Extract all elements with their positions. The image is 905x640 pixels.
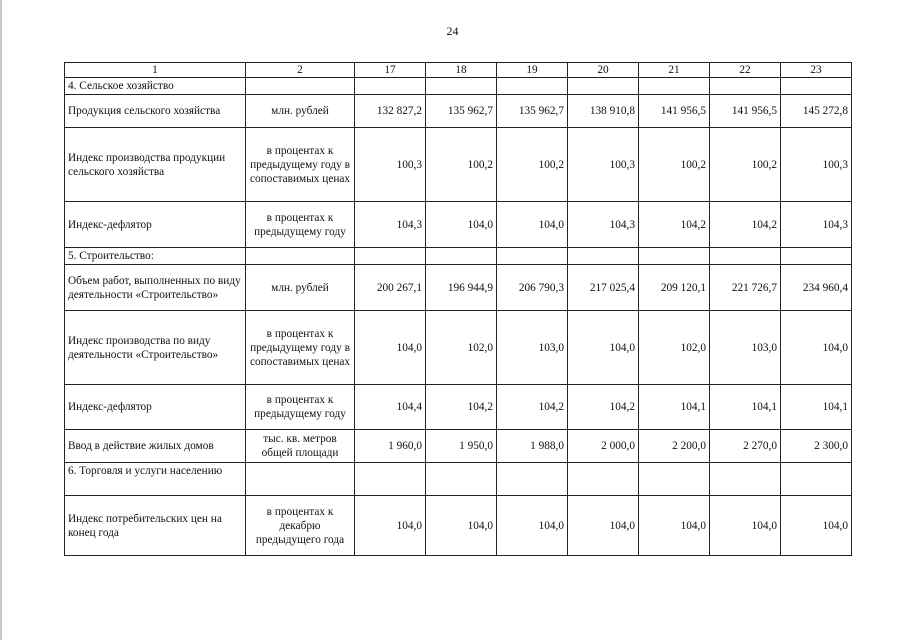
value-cell: 104,0 xyxy=(355,496,426,556)
unit-cell xyxy=(246,463,355,496)
value-cell xyxy=(710,248,781,265)
indicator-name: Объем работ, выполненных по виду деятельности «Строительство» xyxy=(65,265,246,311)
value-cell: 104,0 xyxy=(497,202,568,248)
value-cell xyxy=(781,248,852,265)
column-header: 17 xyxy=(355,63,426,78)
value-cell: 104,3 xyxy=(355,202,426,248)
value-cell: 141 956,5 xyxy=(639,95,710,128)
value-cell: 138 910,8 xyxy=(568,95,639,128)
value-cell xyxy=(355,463,426,496)
value-cell: 132 827,2 xyxy=(355,95,426,128)
table-row xyxy=(65,202,852,248)
unit-cell: млн. рублей xyxy=(246,95,355,128)
value-cell: 221 726,7 xyxy=(710,265,781,311)
value-cell: 209 120,1 xyxy=(639,265,710,311)
section-row xyxy=(65,248,852,265)
value-cell xyxy=(710,463,781,496)
value-cell xyxy=(568,248,639,265)
value-cell: 104,0 xyxy=(639,496,710,556)
value-cell: 104,0 xyxy=(568,311,639,385)
column-header: 2 xyxy=(246,63,355,78)
value-cell: 1 950,0 xyxy=(426,430,497,463)
value-cell: 2 270,0 xyxy=(710,430,781,463)
table-row xyxy=(65,385,852,430)
value-cell: 104,0 xyxy=(781,311,852,385)
value-cell xyxy=(568,78,639,95)
column-header: 19 xyxy=(497,63,568,78)
value-cell xyxy=(355,78,426,95)
value-cell: 100,3 xyxy=(355,128,426,202)
column-header: 23 xyxy=(781,63,852,78)
forecast-table xyxy=(64,62,852,556)
value-cell xyxy=(355,248,426,265)
value-cell: 104,1 xyxy=(710,385,781,430)
column-header: 1 xyxy=(65,63,246,78)
table-row xyxy=(65,496,852,556)
table-row xyxy=(65,128,852,202)
value-cell: 100,3 xyxy=(781,128,852,202)
value-cell xyxy=(639,78,710,95)
value-cell: 145 272,8 xyxy=(781,95,852,128)
value-cell: 196 944,9 xyxy=(426,265,497,311)
value-cell: 2 000,0 xyxy=(568,430,639,463)
value-cell: 1 960,0 xyxy=(355,430,426,463)
value-cell xyxy=(639,248,710,265)
value-cell xyxy=(568,463,639,496)
table-row xyxy=(65,265,852,311)
indicator-name: Индекс-дефлятор xyxy=(65,202,246,248)
value-cell: 104,0 xyxy=(568,496,639,556)
value-cell: 104,2 xyxy=(639,202,710,248)
value-cell xyxy=(497,78,568,95)
value-cell: 104,0 xyxy=(355,311,426,385)
unit-cell: в процентах к предыдущему году в сопоставимых ценах xyxy=(246,128,355,202)
value-cell: 2 300,0 xyxy=(781,430,852,463)
table-row xyxy=(65,95,852,128)
unit-cell: тыс. кв. метров общей площади xyxy=(246,430,355,463)
value-cell xyxy=(497,248,568,265)
indicator-name: Продукция сельского хозяйства xyxy=(65,95,246,128)
value-cell: 135 962,7 xyxy=(497,95,568,128)
value-cell: 104,3 xyxy=(568,202,639,248)
unit-cell: млн. рублей xyxy=(246,265,355,311)
value-cell: 104,0 xyxy=(710,496,781,556)
indicator-name: Индекс потребительских цен на конец года xyxy=(65,496,246,556)
column-header: 20 xyxy=(568,63,639,78)
indicator-name: Индекс производства по виду деятельности «Строительство» xyxy=(65,311,246,385)
value-cell: 102,0 xyxy=(639,311,710,385)
table-row xyxy=(65,430,852,463)
column-header: 21 xyxy=(639,63,710,78)
value-cell: 104,0 xyxy=(426,202,497,248)
value-cell: 100,2 xyxy=(497,128,568,202)
unit-cell xyxy=(246,248,355,265)
value-cell: 103,0 xyxy=(497,311,568,385)
indicator-name: Индекс производства продукции сельского хозяйства xyxy=(65,128,246,202)
value-cell: 104,2 xyxy=(568,385,639,430)
column-header: 18 xyxy=(426,63,497,78)
value-cell: 104,1 xyxy=(639,385,710,430)
value-cell: 100,2 xyxy=(639,128,710,202)
value-cell: 104,0 xyxy=(781,496,852,556)
value-cell: 135 962,7 xyxy=(426,95,497,128)
section-title: 6. Торговля и услуги населению xyxy=(65,463,246,496)
value-cell: 141 956,5 xyxy=(710,95,781,128)
indicator-name: Индекс-дефлятор xyxy=(65,385,246,430)
value-cell: 104,4 xyxy=(355,385,426,430)
value-cell: 1 988,0 xyxy=(497,430,568,463)
value-cell xyxy=(497,463,568,496)
unit-cell: в процентах к предыдущему году xyxy=(246,385,355,430)
section-row xyxy=(65,78,852,95)
column-header: 22 xyxy=(710,63,781,78)
value-cell: 100,2 xyxy=(426,128,497,202)
page-edge xyxy=(0,0,2,640)
unit-cell: в процентах к предыдущему году xyxy=(246,202,355,248)
value-cell: 217 025,4 xyxy=(568,265,639,311)
value-cell: 104,2 xyxy=(710,202,781,248)
unit-cell: в процентах к декабрю предыдущего года xyxy=(246,496,355,556)
value-cell: 200 267,1 xyxy=(355,265,426,311)
value-cell: 102,0 xyxy=(426,311,497,385)
value-cell: 104,3 xyxy=(781,202,852,248)
unit-cell xyxy=(246,78,355,95)
value-cell xyxy=(781,78,852,95)
page-number: 24 xyxy=(446,24,459,38)
table-row xyxy=(65,311,852,385)
value-cell: 104,0 xyxy=(497,496,568,556)
value-cell: 100,2 xyxy=(710,128,781,202)
value-cell xyxy=(426,248,497,265)
indicator-name: Ввод в действие жилых домов xyxy=(65,430,246,463)
value-cell: 104,1 xyxy=(781,385,852,430)
value-cell: 100,3 xyxy=(568,128,639,202)
value-cell: 234 960,4 xyxy=(781,265,852,311)
value-cell xyxy=(639,463,710,496)
value-cell xyxy=(781,463,852,496)
value-cell xyxy=(426,78,497,95)
value-cell: 103,0 xyxy=(710,311,781,385)
section-row xyxy=(65,463,852,496)
section-title: 4. Сельское хозяйство xyxy=(65,78,246,95)
value-cell: 206 790,3 xyxy=(497,265,568,311)
unit-cell: в процентах к предыдущему году в сопоставимых ценах xyxy=(246,311,355,385)
value-cell: 104,0 xyxy=(426,496,497,556)
value-cell: 2 200,0 xyxy=(639,430,710,463)
table-header-row xyxy=(65,63,852,78)
value-cell xyxy=(426,463,497,496)
value-cell: 104,2 xyxy=(426,385,497,430)
value-cell: 104,2 xyxy=(497,385,568,430)
value-cell xyxy=(710,78,781,95)
section-title: 5. Строительство: xyxy=(65,248,246,265)
